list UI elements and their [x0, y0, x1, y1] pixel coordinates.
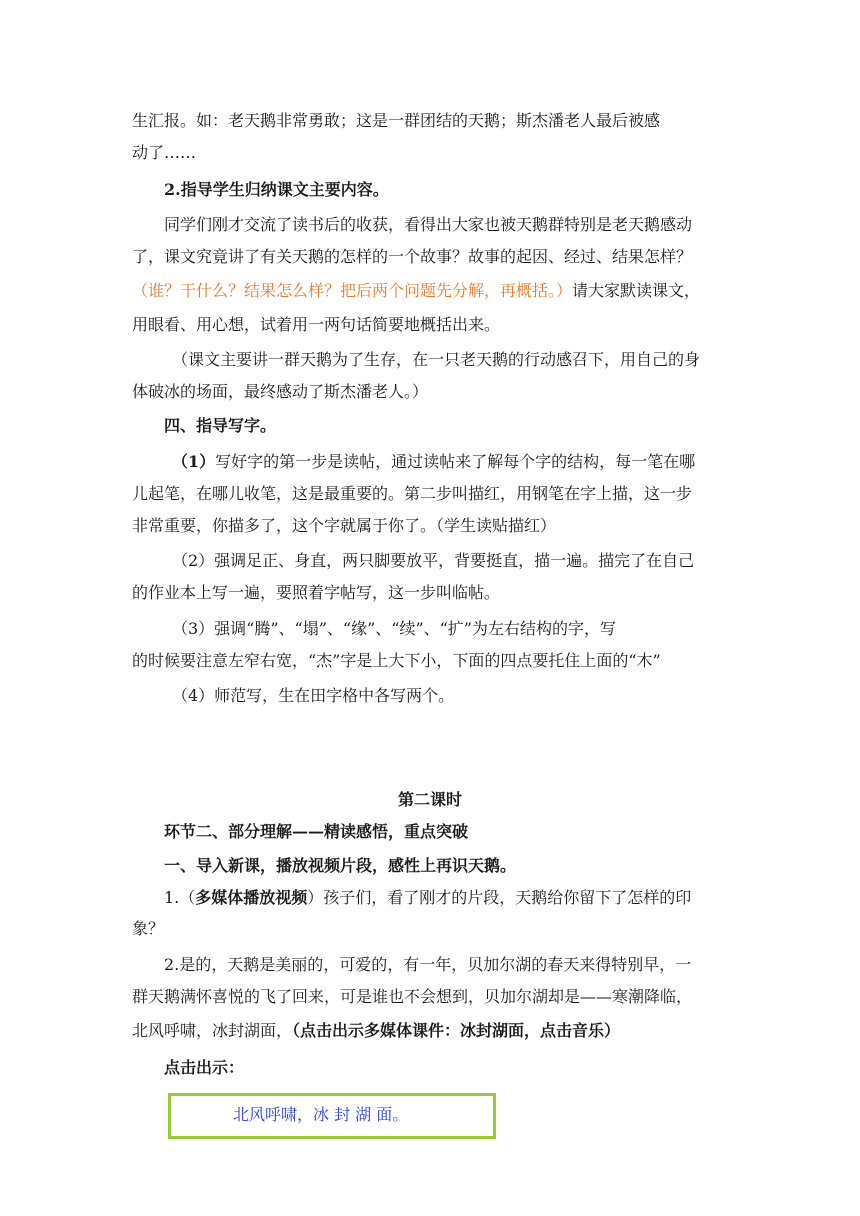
- paragraph-line: 的时候要注意左窄右宽，“杰”字是上大下小，下面的四点要托住上面的“木”: [132, 651, 661, 670]
- paragraph-line: （4）师范写，生在田字格中各写两个。: [172, 686, 455, 705]
- paragraph-line: 动了……: [132, 143, 197, 162]
- paragraph-line: 同学们刚才交流了读书后的收获，看得出大家也被天鹅群特别是老天鹅感动: [164, 215, 693, 234]
- paragraph-line: 生汇报。如：老天鹅非常勇敢；这是一群团结的天鹅；斯杰潘老人最后被感: [132, 111, 661, 130]
- paragraph-text: 1.（: [164, 888, 196, 907]
- section-heading: 环节二、部分理解——精读感悟，重点突破: [164, 822, 469, 841]
- paragraph-text: 北风呼啸，冰封湖面，: [132, 1021, 293, 1040]
- step-heading: 2.指导学生归纳课文主要内容。: [164, 180, 389, 199]
- paragraph-line: 用眼看、用心想，试着用一两句话简要地概括出来。: [132, 315, 501, 334]
- paragraph-line: 了，课文究竟讲了有关天鹅的怎样的一个故事？故事的起因、经过、结果怎样？: [132, 247, 693, 266]
- paragraph-line: 2.是的，天鹅是美丽的，可爱的，有一年，贝加尔湖的春天来得特别早，一: [164, 955, 692, 974]
- paragraph-line: [132, 1021, 620, 1041]
- paragraph-line: （2）强调足正、身直，两只脚要放平，背要挺直，描一遍。描完了在自己: [172, 551, 695, 570]
- paragraph-line: [172, 452, 695, 472]
- paragraph-line: （课文主要讲一群天鹅为了生存，在一只老天鹅的行动感召下，用自己的身: [172, 350, 701, 369]
- slide-box: [168, 1093, 496, 1139]
- paragraph-line: 群天鹅满怀喜悦的飞了回来，可是谁也不会想到，贝加尔湖却是——寒潮降临，: [132, 987, 693, 1006]
- paragraph-line: 象？: [132, 919, 165, 938]
- slide-text: 北风呼啸，冰 封 湖 面。: [233, 1105, 409, 1124]
- paragraph-line: [164, 888, 691, 908]
- section-heading: 一、导入新课，播放视频片段，感性上再识天鹅。: [164, 856, 517, 875]
- paragraph-text: ）孩子们，看了刚才的片段，天鹅给你留下了怎样的印: [307, 888, 692, 907]
- paragraph-line: 儿起笔，在哪儿收笔，这是最重要的。第二步叫描红，用钢笔在字上描，这一步: [132, 484, 693, 503]
- item-number: （1）: [172, 452, 216, 471]
- show-label: 点击出示：: [164, 1058, 245, 1077]
- orange-hint: （谁？干什么？结果怎么样？把后两个问题先分解，再概括。）: [132, 281, 573, 300]
- paragraph-line: 体破冰的场面，最终感动了斯杰潘老人。）: [132, 382, 429, 401]
- paragraph-line: 的作业本上写一遍，要照着字帖写，这一步叫临帖。: [132, 583, 501, 602]
- paragraph-text: 请大家默读课文，: [572, 281, 701, 300]
- paragraph-line: 非常重要，你描多了，这个字就属于你了。（学生读贴描红）: [132, 516, 557, 535]
- section-heading: 四、指导写字。: [164, 416, 277, 435]
- paragraph-line: （3）强调“腾”、“塌”、“缘”、“续”、“扩”为左右结构的字，写: [172, 619, 616, 638]
- media-note: 多媒体播放视频: [195, 888, 308, 907]
- lesson-title: 第二课时: [397, 790, 462, 809]
- paragraph-line: [132, 281, 700, 301]
- paragraph-text: 写好字的第一步是读帖，通过读帖来了解每个字的结构，每一笔在哪: [215, 452, 696, 471]
- media-note: （点击出示多媒体课件：冰封湖面，点击音乐）: [292, 1021, 621, 1040]
